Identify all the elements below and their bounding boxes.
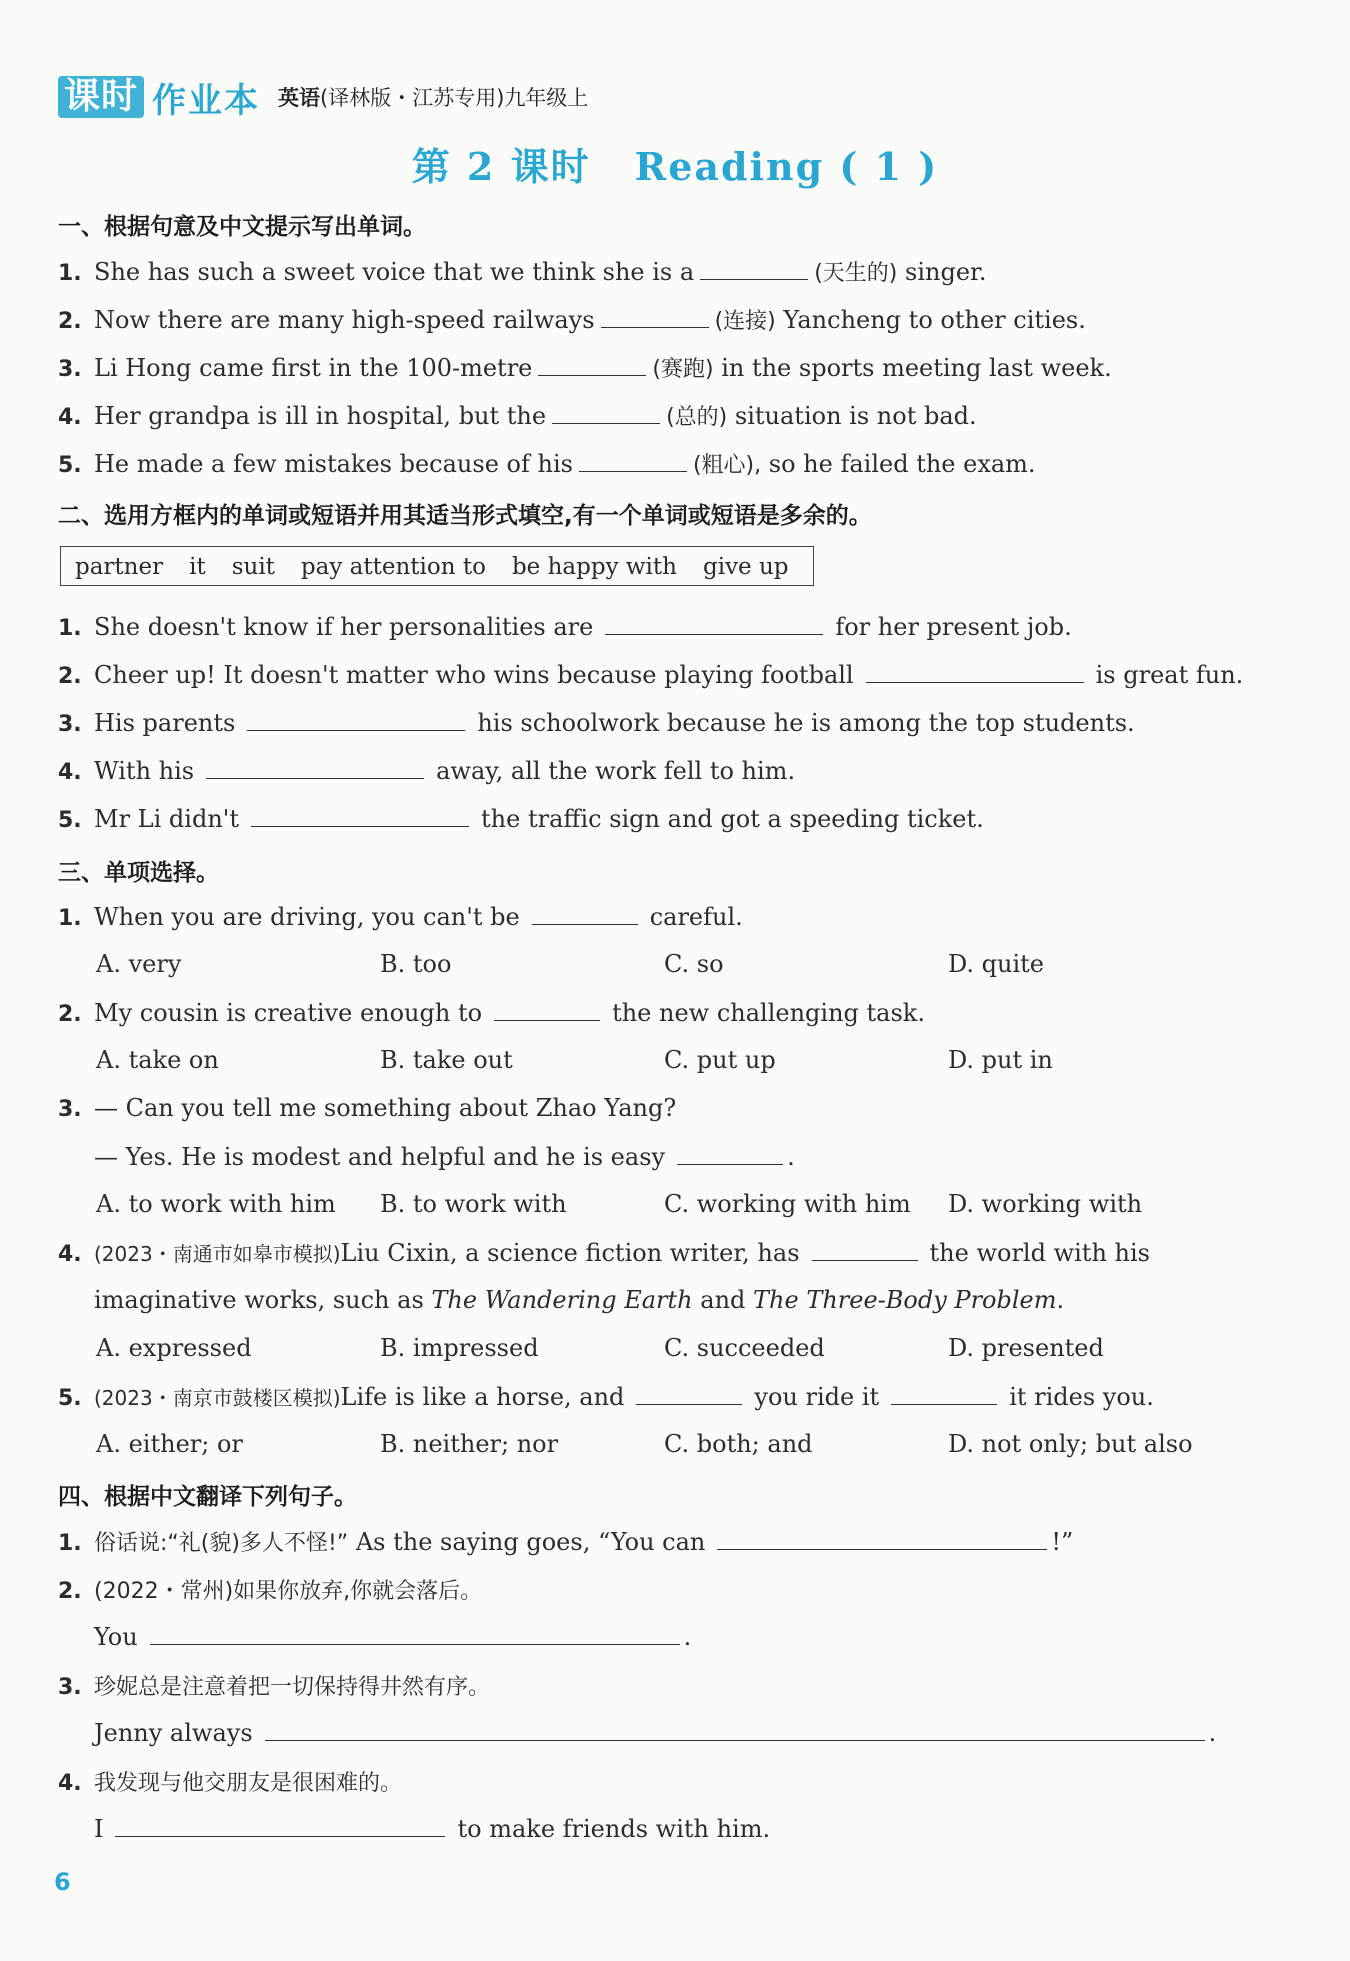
s3-q4-continued: imaginative works, such as The Wandering Earth and The Three-Body Problem. bbox=[94, 1286, 1065, 1314]
answer-blank[interactable] bbox=[677, 1142, 783, 1165]
answer-blank[interactable] bbox=[532, 902, 638, 925]
option-d[interactable]: D. working with bbox=[948, 1190, 1143, 1218]
option-d[interactable]: D. put in bbox=[948, 1046, 1053, 1074]
s4-q3-answer: Jenny always . bbox=[94, 1719, 1217, 1747]
option-b[interactable]: B. neither; nor bbox=[380, 1430, 559, 1458]
s2-item-1: 1. She doesn't know if her personalities are for her present job. bbox=[58, 613, 1072, 641]
answer-blank[interactable] bbox=[538, 353, 646, 376]
option-d[interactable]: D. not only; but also bbox=[948, 1430, 1193, 1458]
s2-item-3: 3. His parents his schoolwork because he is among the top students. bbox=[58, 709, 1135, 737]
option-c[interactable]: C. both; and bbox=[664, 1430, 813, 1458]
option-a[interactable]: A. very bbox=[96, 950, 182, 978]
page-number: 6 bbox=[54, 1868, 71, 1896]
s3-question-5: 5. (2023・南京市鼓楼区模拟)Life is like a horse, and you ride it it rides you. bbox=[58, 1383, 1154, 1411]
answer-blank[interactable] bbox=[891, 1382, 997, 1405]
option-d[interactable]: D. presented bbox=[948, 1334, 1104, 1362]
answer-blank[interactable] bbox=[206, 756, 424, 779]
section-1-heading: 一、根据句意及中文提示写出单词。 bbox=[58, 214, 426, 240]
s2-item-5: 5. Mr Li didn't the traffic sign and got a speeding ticket. bbox=[58, 805, 984, 833]
series-logo: 课时 bbox=[58, 76, 144, 118]
section-3-heading: 三、单项选择。 bbox=[58, 860, 219, 886]
answer-blank[interactable] bbox=[700, 257, 808, 280]
s4-question-4: 4. 我发现与他交朋友是很困难的。 bbox=[58, 1771, 403, 1796]
book-title: The Three-Body Problem bbox=[753, 1286, 1057, 1314]
answer-blank[interactable] bbox=[251, 804, 469, 827]
option-b[interactable]: B. take out bbox=[380, 1046, 513, 1074]
s1-item-2: 2. Now there are many high-speed railways (连接) Yancheng to other cities. bbox=[58, 306, 1086, 334]
s3-question-4: 4. (2023・南通市如皋市模拟)Liu Cixin, a science fiction writer, has the world with his bbox=[58, 1239, 1150, 1267]
answer-blank[interactable] bbox=[494, 998, 600, 1021]
s2-item-4: 4. With his away, all the work fell to him. bbox=[58, 757, 796, 785]
book-title: The Wandering Earth bbox=[431, 1286, 693, 1314]
word-option: be happy with bbox=[511, 554, 677, 580]
book-info: 英语(译林版・江苏专用)九年级上 bbox=[278, 86, 589, 110]
s4-question-3: 3. 珍妮总是注意着把一切保持得井然有序。 bbox=[58, 1675, 491, 1700]
s4-question-1: 1. 俗话说:“礼(貌)多人不怪!” As the saying goes, “You can !” bbox=[58, 1528, 1074, 1556]
s1-item-5: 5. He made a few mistakes because of his (粗心), so he failed the exam. bbox=[58, 450, 1036, 478]
option-b[interactable]: B. impressed bbox=[380, 1334, 539, 1362]
section-4-heading: 四、根据中文翻译下列句子。 bbox=[58, 1484, 357, 1510]
section-2-heading: 二、选用方框内的单词或短语并用其适当形式填空,有一个单词或短语是多余的。 bbox=[58, 503, 872, 529]
option-a[interactable]: A. take on bbox=[96, 1046, 219, 1074]
s3-question-2: 2. My cousin is creative enough to the new challenging task. bbox=[58, 999, 925, 1027]
answer-blank[interactable] bbox=[636, 1382, 742, 1405]
word-option: partner bbox=[75, 554, 164, 580]
s4-question-2: 2. (2022・常州)如果你放弃,你就会落后。 bbox=[58, 1579, 483, 1604]
lesson-title: 第 2 课时 Reading ( 1 ) bbox=[411, 144, 939, 189]
answer-blank[interactable] bbox=[812, 1238, 918, 1261]
series-logo-text: 作业本 bbox=[152, 80, 261, 121]
book-header bbox=[58, 74, 588, 120]
answer-blank[interactable] bbox=[717, 1527, 1047, 1550]
answer-blank[interactable] bbox=[579, 449, 687, 472]
s1-item-1: 1. She has such a sweet voice that we think she is a (天生的) singer. bbox=[58, 258, 987, 286]
answer-blank[interactable] bbox=[115, 1814, 445, 1837]
option-c[interactable]: C. working with him bbox=[664, 1190, 911, 1218]
option-a[interactable]: A. expressed bbox=[96, 1334, 252, 1362]
option-b[interactable]: B. too bbox=[380, 950, 452, 978]
option-c[interactable]: C. succeeded bbox=[664, 1334, 825, 1362]
option-a[interactable]: A. either; or bbox=[96, 1430, 243, 1458]
word-option: pay attention to bbox=[300, 554, 486, 580]
s3-q3-reply: — Yes. He is modest and helpful and he is easy . bbox=[94, 1143, 795, 1171]
option-b[interactable]: B. to work with bbox=[380, 1190, 567, 1218]
s2-item-2: 2. Cheer up! It doesn't matter who wins because playing football is great fun. bbox=[58, 661, 1244, 689]
s3-question-3: 3. — Can you tell me something about Zhao Yang? bbox=[58, 1094, 677, 1122]
word-option: give up bbox=[702, 554, 789, 580]
word-option: it bbox=[189, 554, 206, 580]
answer-blank[interactable] bbox=[265, 1718, 1205, 1741]
word-option: suit bbox=[231, 554, 275, 580]
word-box bbox=[60, 546, 814, 586]
answer-blank[interactable] bbox=[552, 401, 660, 424]
answer-blank[interactable] bbox=[601, 305, 709, 328]
option-c[interactable]: C. so bbox=[664, 950, 724, 978]
answer-blank[interactable] bbox=[866, 660, 1084, 683]
option-a[interactable]: A. to work with him bbox=[96, 1190, 336, 1218]
s1-item-4: 4. Her grandpa is ill in hospital, but the (总的) situation is not bad. bbox=[58, 402, 977, 430]
answer-blank[interactable] bbox=[247, 708, 465, 731]
answer-blank[interactable] bbox=[605, 612, 823, 635]
answer-blank[interactable] bbox=[150, 1622, 680, 1645]
option-d[interactable]: D. quite bbox=[948, 950, 1044, 978]
s4-q4-answer: I to make friends with him. bbox=[94, 1815, 771, 1843]
s4-q2-answer: You . bbox=[94, 1623, 692, 1651]
option-c[interactable]: C. put up bbox=[664, 1046, 776, 1074]
s1-item-3: 3. Li Hong came first in the 100-metre (赛跑) in the sports meeting last week. bbox=[58, 354, 1112, 382]
s3-question-1: 1. When you are driving, you can't be careful. bbox=[58, 903, 743, 931]
